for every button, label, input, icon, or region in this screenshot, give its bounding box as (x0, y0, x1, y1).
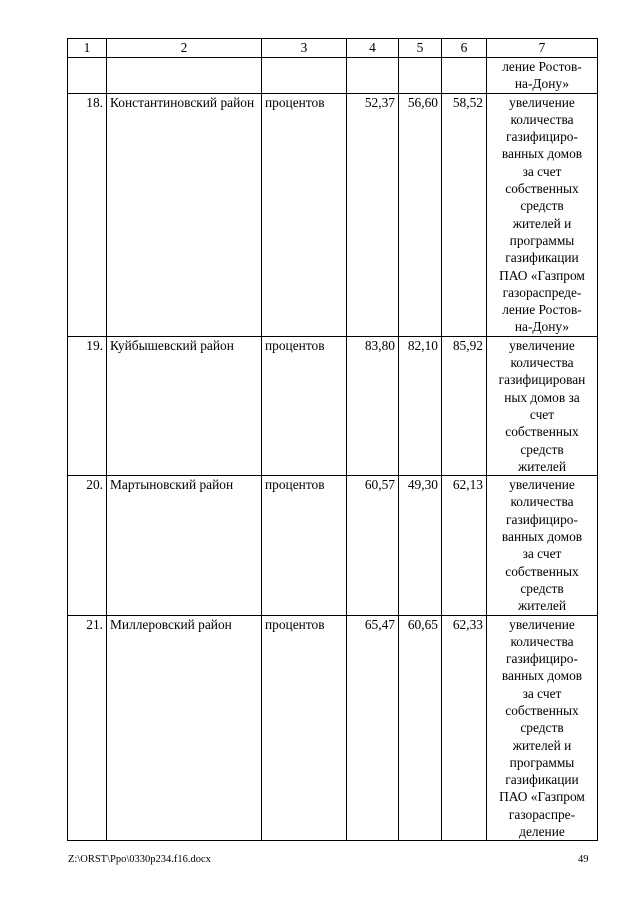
table-cell (399, 58, 442, 94)
note-line: жителей (517, 598, 566, 614)
row-number: 21. (68, 615, 107, 841)
page-number: 49 (578, 854, 589, 865)
note-line: за счет (522, 685, 562, 701)
value-col-5: 56,60 (399, 93, 442, 336)
unit-of-measure: процентов (262, 476, 347, 615)
district-name: Константиновский район (107, 93, 262, 336)
unit-of-measure: процентов (262, 615, 347, 841)
note-line: счет (529, 406, 555, 422)
row-number: 18. (68, 93, 107, 336)
note-line: ПАО «Газпром (499, 267, 585, 283)
continuation-row (68, 58, 598, 94)
note-line: собственных (505, 181, 579, 197)
value-col-6: 62,13 (442, 476, 487, 615)
table-row (68, 336, 598, 475)
note-line: программы (509, 754, 575, 770)
note-cell (487, 336, 598, 475)
value-col-4: 83,80 (347, 336, 399, 475)
district-name: Куйбышевский район (107, 336, 262, 475)
note-cell (487, 476, 598, 615)
note-line: количества (510, 111, 574, 127)
note-line: собственных (505, 702, 579, 718)
note-cell (487, 615, 598, 841)
note-line: газораспре- (508, 806, 576, 822)
file-path: Z:\ORST\Ppo\0330p234.f16.docx (68, 854, 211, 865)
note-line: газифициро- (506, 651, 578, 667)
value-col-6: 85,92 (442, 336, 487, 475)
value-col-5: 49,30 (399, 476, 442, 615)
note-line: ление Ростов- (502, 59, 582, 74)
unit-of-measure: процентов (262, 336, 347, 475)
value-col-6: 58,52 (442, 93, 487, 336)
value-col-4: 52,37 (347, 93, 399, 336)
note-line: деление (519, 824, 565, 840)
note-line: газораспреде- (502, 284, 582, 300)
note-line: газифицирован (498, 372, 586, 388)
note-line: программы (509, 232, 575, 248)
note-line: газификации (505, 772, 579, 788)
table-row (68, 476, 598, 615)
note-line: ванных домов (501, 668, 583, 684)
note-cell (487, 93, 598, 336)
table-cell (68, 58, 107, 94)
table-cell (107, 58, 262, 94)
row-number: 19. (68, 336, 107, 475)
district-name: Мартыновский район (107, 476, 262, 615)
note-line: ПАО «Газпром (499, 789, 585, 805)
note-line: жителей и (512, 737, 572, 753)
indicators-table (67, 38, 598, 841)
note-line: жителей и (512, 215, 572, 231)
column-header: 1 (68, 39, 107, 58)
value-col-4: 65,47 (347, 615, 399, 841)
note-line: средств (520, 441, 564, 457)
note-line: количества (510, 355, 574, 371)
note-line: средств (520, 720, 564, 736)
value-col-4: 60,57 (347, 476, 399, 615)
note-line: увеличение (509, 337, 575, 353)
note-line: ванных домов (501, 146, 583, 162)
value-col-6: 62,33 (442, 615, 487, 841)
note-line: жителей (517, 458, 566, 474)
column-header: 3 (262, 39, 347, 58)
value-col-5: 82,10 (399, 336, 442, 475)
note-line: газифициро- (506, 129, 578, 145)
table-cell (262, 58, 347, 94)
note-line: увеличение (509, 616, 575, 632)
column-header: 6 (442, 39, 487, 58)
note-line: собственных (505, 563, 579, 579)
note-line: увеличение (509, 94, 575, 110)
note-line: ных домов за (504, 389, 580, 405)
note-line: увеличение (509, 477, 575, 493)
note-cell (487, 58, 598, 94)
note-line: ление Ростов- (502, 302, 582, 318)
note-line: количества (510, 633, 574, 649)
note-line: собственных (505, 424, 579, 440)
table-body (68, 93, 598, 841)
note-line: за счет (522, 163, 562, 179)
note-line: количества (510, 494, 574, 510)
column-header: 2 (107, 39, 262, 58)
table-row (68, 93, 598, 336)
note-line: средств (520, 580, 564, 596)
note-line: на-Дону» (514, 319, 570, 335)
table-row (68, 615, 598, 841)
column-header: 7 (487, 39, 598, 58)
note-line: ванных домов (501, 529, 583, 545)
note-line: средств (520, 198, 564, 214)
unit-of-measure: процентов (262, 93, 347, 336)
column-header: 5 (399, 39, 442, 58)
column-header: 4 (347, 39, 399, 58)
table-cell (442, 58, 487, 94)
note-line: газификации (505, 250, 579, 266)
table-cell (347, 58, 399, 94)
note-line: за счет (522, 546, 562, 562)
note-line: на-Дону» (514, 76, 570, 92)
district-name: Миллеровский район (107, 615, 262, 841)
value-col-5: 60,65 (399, 615, 442, 841)
note-line: газифициро- (506, 511, 578, 527)
row-number: 20. (68, 476, 107, 615)
column-number-header-row (68, 39, 598, 58)
